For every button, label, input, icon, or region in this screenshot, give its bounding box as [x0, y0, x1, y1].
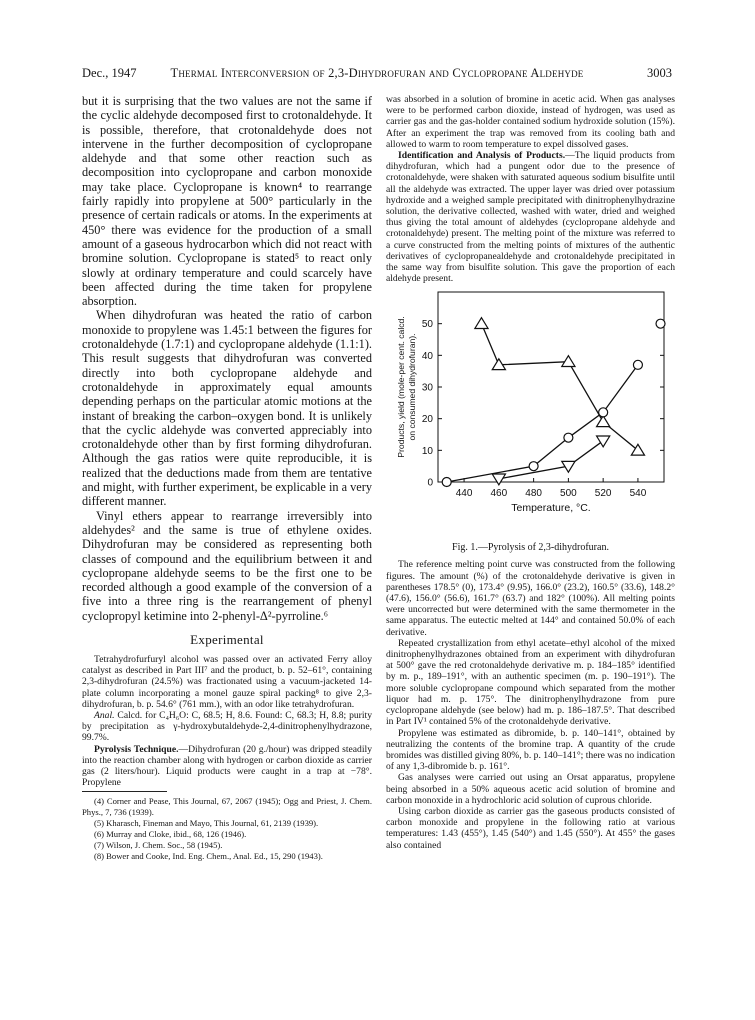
propylene-line	[447, 365, 638, 482]
propylene-point	[564, 434, 573, 443]
x-tick-label: 520	[594, 488, 612, 500]
open-point	[656, 320, 665, 329]
right-column	[386, 94, 675, 851]
subsection-label: Identification and Analysis of Products.	[398, 150, 566, 162]
subsection-text: —Dihydrofuran (20 g./hour) was dripped steadily into the reaction chamber along with hydrogen or carbon dioxide as carrier gas (2 liters/hour). Liquid products were caught in a trap at −78°. Propylene	[82, 743, 372, 789]
left-column	[82, 94, 372, 862]
figure-caption: Fig. 1.—Pyrolysis of 2,3-dihydrofuran.	[452, 542, 609, 554]
paragraph	[386, 150, 675, 284]
footnote: (5) Kharasch, Fineman and Mayo, This Journal, 61, 2139 (1939).	[94, 818, 319, 829]
x-tick-label: 540	[629, 488, 647, 500]
x-tick-label: 440	[455, 488, 473, 500]
paragraph	[82, 744, 372, 789]
cyclopropane-aldehyde-point	[562, 356, 575, 367]
y-tick-label: 10	[421, 446, 433, 458]
x-tick-label: 500	[560, 488, 577, 500]
header-title: Thermal Interconversion of 2,3-Dihydrofuran and Cyclopropane Aldehyde	[170, 66, 584, 80]
footnote: (8) Bower and Cooke, Ind. Eng. Chem., Anal. Ed., 15, 290 (1943).	[94, 851, 323, 862]
x-tick-label: 480	[525, 488, 542, 500]
header-page-number: 3003	[647, 66, 672, 80]
paragraph: was absorbed in a solution of bromine in acetic acid. When gas analyses were to be performed carbon dioxide, instead of hydrogen, was used as carrier gas and the gas-holder contained sodium hydroxide solution (15%). After an experiment the trap was removed from its cooling bath and allowed to warm to room temperature to expel dissolved gases.	[386, 94, 675, 150]
paragraph: Gas analyses were carried out using an Orsat apparatus, propylene being absorbed in a 50% aqueous acetic acid solution of bromine and carbon monoxide in a hydrochloric acid solution of cuprous chloride.	[386, 772, 675, 806]
crotonaldehyde-line	[499, 441, 603, 479]
plot-frame	[438, 292, 664, 482]
pyrolysis-chart	[386, 284, 675, 534]
running-header	[82, 66, 672, 82]
cyclopropane-aldehyde-point	[475, 318, 488, 329]
cyclopropane-aldehyde-line	[481, 324, 637, 451]
crotonaldehyde-point	[492, 474, 505, 485]
footnote: (4) Corner and Pease, This Journal, 67, 2067 (1945); Ogg and Priest, J. Chem. Phys., 7, 736 (1939).	[82, 796, 372, 818]
y-tick-label: 0	[427, 477, 433, 489]
y-tick-label: 50	[421, 319, 433, 331]
paragraph: The reference melting point curve was constructed from the following figures. The amount (%) of the crotonaldehyde derivative is given in parentheses 178.5° (0), 173.4° (9.95), 166.0° (23.2), 160.5° (33.6), 148.2° (47.6), 156.0° (56.6), 161.7° (63.7) and 182° (100%). All melting points were uncorrected but were determined with the same thermometer in the same apparatus. The eutectic melted at 144° and contained 50.0% of each derivative.	[386, 559, 675, 638]
propylene-point	[599, 408, 608, 417]
y-axis-label: Products, yield (mole-per cent. calcd.on consumed dihydrofuran).	[396, 316, 417, 459]
footnote-divider	[82, 791, 167, 792]
subsection-text: —The liquid products from dihydrofuran, which had a pungent odor due to the presence of crotonaldehyde, were shaken with saturated aqueous sodium bisulfite until all the aldehyde was extracted. The upper layer was dried over potassium hydroxide and a weighed sample precipitated with dinitrophenylhydrazine solution, the derivative collected, washed with water, dried and weighed thus giving the total amount of aldehydes (cyclopropane aldehyde and crotonaldehyde) present. The melting point of the mixture was referred to a curve constructed from the melting points of mixtures of the authentic derivatives of cyclopropanealdehyde and crotonaldehyde precipitated in the same way from bisulfite solution. This gave the proportion of each aldehyde present.	[386, 150, 676, 285]
x-tick-label: 460	[490, 488, 508, 500]
footnote: (7) Wilson, J. Chem. Soc., 58 (1945).	[94, 840, 223, 851]
paragraph	[82, 710, 372, 744]
figure-1	[386, 284, 675, 542]
paragraph: Repeated crystallization from ethyl acetate–ethyl alcohol of the mixed dinitrophenylhydrazones obtained from an experiment with dihydrofuran at 500° gave the red crotonaldehyde derivative m. p. 184–185° identified by m. p., 189–191°, with an authentic specimen (m. p. 190–191°). The more soluble cyclopropane compound which separated from the mother liquor had m. p. 175°. The dinitrophenylhydrazone from pure cyclopropane aldehyde (see below) had m. p. 186–187.5°. That described in Part IV¹ contained 5% of the crotonaldehyde derivative.	[386, 637, 675, 728]
cyclopropane-aldehyde-point	[597, 416, 610, 427]
propylene-point	[633, 361, 642, 370]
subsection-label: Pyrolysis Technique.	[94, 743, 179, 755]
paragraph: When dihydrofuran was heated the ratio of carbon monoxide to propylene was 1.45:1 between the figures for crotonaldehyde (1.7:1) and cyclopropane aldehyde (1.1:1). This result suggests that dihydrofuran was converted directly into both cyclopropane aldehyde and crotonaldehyde in approximately equal amounts depending perhaps on the particular atomic motions at the instant of breaking the carbon–oxygen bond. It is unlikely that the cyclic aldehyde was converted appreciably into crotonaldehyde other than by first forming dihydrofuran. Although the gas ratios were quite reproducible, it is realized that the deductions made from them are tentative and might, with further experiment, be explicable in a very different manner.	[82, 308, 372, 509]
analysis-text: Calcd. for C₄H₆O: C, 68.5; H, 8.6. Found: C, 68.3; H, 8.8; purity by precipitation as γ-hydroxybutaldehyde-2,4-dinitrophenylhydrazone, 99.7%.	[82, 710, 372, 744]
paragraph: but it is surprising that the two values are not the same if the cyclic aldehyde decomposed first to crotonaldehyde. It is possible, therefore, that crotonaldehyde does not intervene in the further decomposition of cyclopropane aldehyde and that some other reaction such as decomposition into cyclopropane and carbon monoxide may take place. Cyclopropane is known⁴ to rearrange fairly rapidly into propylene at 500° particularly in the presence of certain radicals or atoms. In the experiments at 450° there was evidence for the production of a small amount of a gaseous hydrocarbon which did not react with bromine solution. Cyclopropane is stated⁵ to react only slowly at ordinary temperature and could scarcely have been affected during the time taken for propylene absorption.	[82, 94, 372, 309]
propylene-point	[442, 478, 451, 487]
paragraph: Propylene was estimated as dibromide, b. p. 140–141°, obtained by neutralizing the contents of the bromine trap. A quantity of the crude bromides was distilled giving 80%, b. p. 140–141°; there was no indication of any 1,3-dibromide b. p. 161°.	[386, 727, 675, 773]
y-tick-label: 30	[421, 382, 433, 394]
y-tick-label: 40	[421, 351, 433, 363]
crotonaldehyde-point	[597, 436, 610, 447]
paragraph: Using carbon dioxide as carrier gas the gaseous products consisted of carbon monoxide and propylene in the following ratio at various temperatures: 1.43 (455°), 1.45 (540°) and 1.45 (550°). At 455° the gases also contained	[386, 805, 675, 851]
propylene-point	[529, 462, 538, 471]
analysis-label: Anal.	[94, 710, 115, 721]
footnote: (6) Murray and Cloke, ibid., 68, 126 (1946).	[94, 829, 247, 840]
section-heading: Experimental	[190, 631, 264, 647]
y-tick-label: 20	[421, 414, 433, 426]
x-axis-label: Temperature, °C.	[511, 502, 591, 515]
paragraph: Vinyl ethers appear to rearrange irreversibly into aldehydes² and the same is true of ethylene oxides. Dihydrofuran may be considered as representing both classes of compound and the equilibrium between it and cyclopropane aldehyde seems to be the first one to be recorded although a good example of the conversion of a five into a three ring is the rearrangement of phenyl cyclopropyl ketimine into 2-phenyl-Δ²-pyrroline.⁶	[82, 508, 372, 623]
paragraph: Tetrahydrofurfuryl alcohol was passed over an activated Ferry alloy catalyst as described in Part III⁷ and the product, b. p. 52–61°, containing 2,3-dihydrofuran (24.5%) was fractionated using a vacuum-jacketed 14-plate column incorporating a monel gauze spiral packing⁸ to give 2,3-dihydrofuran, b. p. 54.6° (761 mm.), with an odor like tetrahydrofuran.	[82, 653, 372, 710]
header-date: Dec., 1947	[82, 66, 137, 80]
